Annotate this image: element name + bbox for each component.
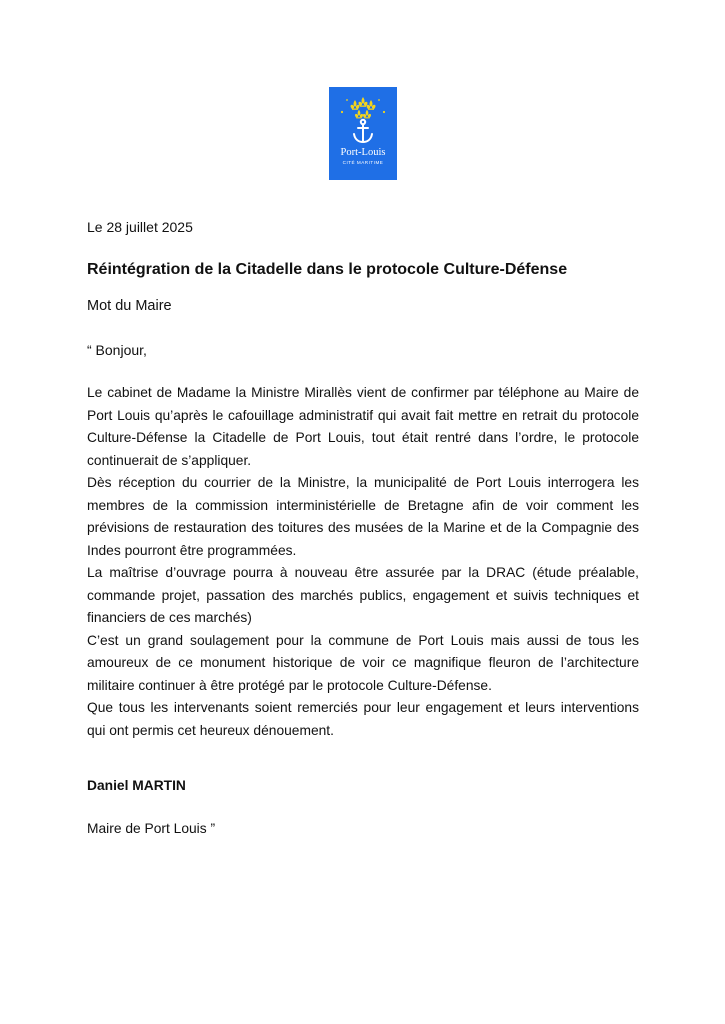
- letter-body: [87, 382, 639, 742]
- port-louis-logo: [329, 87, 397, 180]
- signer-name: Daniel MARTIN: [87, 778, 186, 793]
- body-paragraph: Dès réception du courrier de la Ministre, la municipalité de Port Louis interrogera les membres de la commission interministérielle de Bretagne afin de voir comment les prévisions de restauration des toitures des musées de la Marine et de la Compagnie des Indes pourront être programmées.: [87, 475, 639, 558]
- logo-subtitle: CITÉ MARITIME: [342, 160, 384, 165]
- signer-role: Maire de Port Louis ”: [87, 821, 216, 836]
- anchor-icon: [354, 120, 372, 142]
- body-paragraph: C’est un grand soulagement pour la commune de Port Louis mais aussi de tous les amoureux de ce monument historique de voir ce magnifique fleuron de l’architecture militaire continuer à être protégé par le protocole Culture-Défense.: [87, 632, 639, 693]
- greeting: “ Bonjour,: [87, 342, 147, 358]
- body-paragraph: La maîtrise d’ouvrage pourra à nouveau être assurée par la DRAC (étude préalable, commande projet, passation des marchés publics, engagement et suivis techniques et financiers de ces marchés): [87, 565, 639, 625]
- logo-title: Port-Louis: [340, 147, 386, 158]
- letter-subtitle: Mot du Maire: [87, 298, 172, 314]
- letter-date: Le 28 juillet 2025: [87, 219, 193, 235]
- body-paragraph: Le cabinet de Madame la Ministre Mirallès vient de confirmer par téléphone au Maire de Port Louis qu’après le cafouillage administratif qui avait fait mettre en retrait du protocole Culture-Défense la Citadelle de Port Louis, tout était rentré dans l’ordre, le protocole continuerait de s’appliquer.: [87, 385, 639, 468]
- logo-emblem: [329, 87, 397, 149]
- letter-title: Réintégration de la Citadelle dans le protocole Culture-Défense: [87, 261, 568, 278]
- body-paragraph: Que tous les intervenants soient remerciés pour leur engagement et leurs interventions qui ont permis cet heureux dénouement.: [87, 700, 639, 738]
- fleur-de-lis-icon: [351, 97, 376, 118]
